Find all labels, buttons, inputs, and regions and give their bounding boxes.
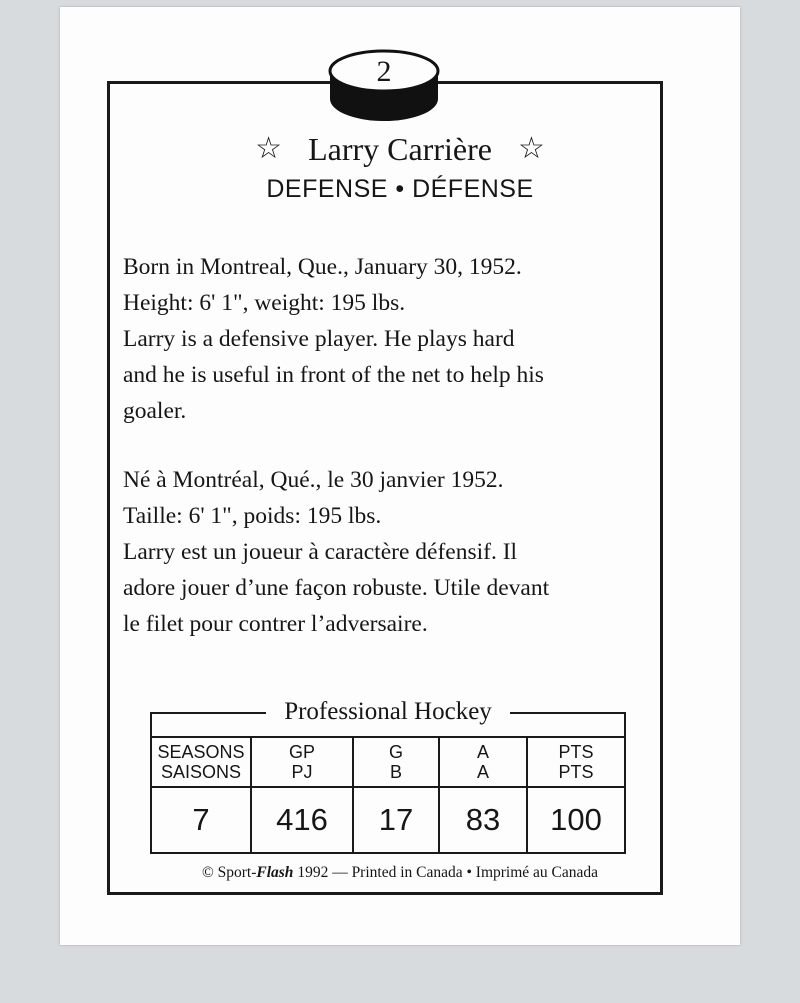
- bio-line: le filet pour contrer l’adversaire.: [123, 611, 428, 637]
- star-left-icon: ☆: [255, 132, 283, 165]
- stats-header-g: G B: [353, 737, 439, 787]
- stats-value-seasons: 7: [151, 787, 251, 853]
- stats-caption: Professional Hockey: [150, 697, 626, 727]
- stats-value-a: 83: [439, 787, 527, 853]
- bio-line: Height: 6' 1", weight: 195 lbs.: [123, 290, 406, 316]
- player-name: Larry Carrière: [308, 131, 492, 167]
- stats-header-pts: PTS PTS: [527, 737, 625, 787]
- bio-line: Taille: 6' 1", poids: 195 lbs.: [123, 503, 382, 529]
- stats-value-g: 17: [353, 787, 439, 853]
- stats-header-seasons: SEASONS SAISONS: [151, 737, 251, 787]
- star-right-icon: ☆: [517, 132, 545, 165]
- bio-line: Larry est un joueur à caractère défensif. Il: [123, 539, 518, 565]
- stats-header-a: A A: [439, 737, 527, 787]
- bio-line: Né à Montréal, Qué., le 30 janvier 1952.: [123, 467, 504, 493]
- copyright-footer: © Sport-Flash 1992 — Printed in Canada • Imprimé au Canada: [201, 864, 599, 881]
- stats-value-row: [151, 787, 625, 853]
- card-number: 2: [376, 55, 392, 88]
- bio-line: Larry is a defensive player. He plays hard: [123, 326, 515, 352]
- stats-value-gp: 416: [251, 787, 353, 853]
- bio-french: [123, 462, 663, 642]
- bio-line: goaler.: [123, 398, 187, 424]
- bio-line: Born in Montreal, Que., January 30, 1952.: [123, 254, 522, 280]
- brand-name: Flash: [256, 864, 294, 881]
- bio-line: and he is useful in front of the net to help his: [123, 362, 544, 388]
- stats-header-gp: GP PJ: [251, 737, 353, 787]
- trading-card-back: [60, 7, 740, 945]
- stats-header-row: [151, 737, 625, 787]
- hockey-puck-icon: [328, 49, 440, 127]
- stats-value-pts: 100: [527, 787, 625, 853]
- stats-table: [150, 736, 626, 854]
- player-name-row: [60, 129, 740, 169]
- stats-section: [150, 698, 626, 853]
- player-position: DEFENSE • DÉFENSE: [266, 175, 534, 203]
- bio-line: adore jouer d’une façon robuste. Utile devant: [123, 575, 550, 601]
- bio-english: [123, 249, 663, 429]
